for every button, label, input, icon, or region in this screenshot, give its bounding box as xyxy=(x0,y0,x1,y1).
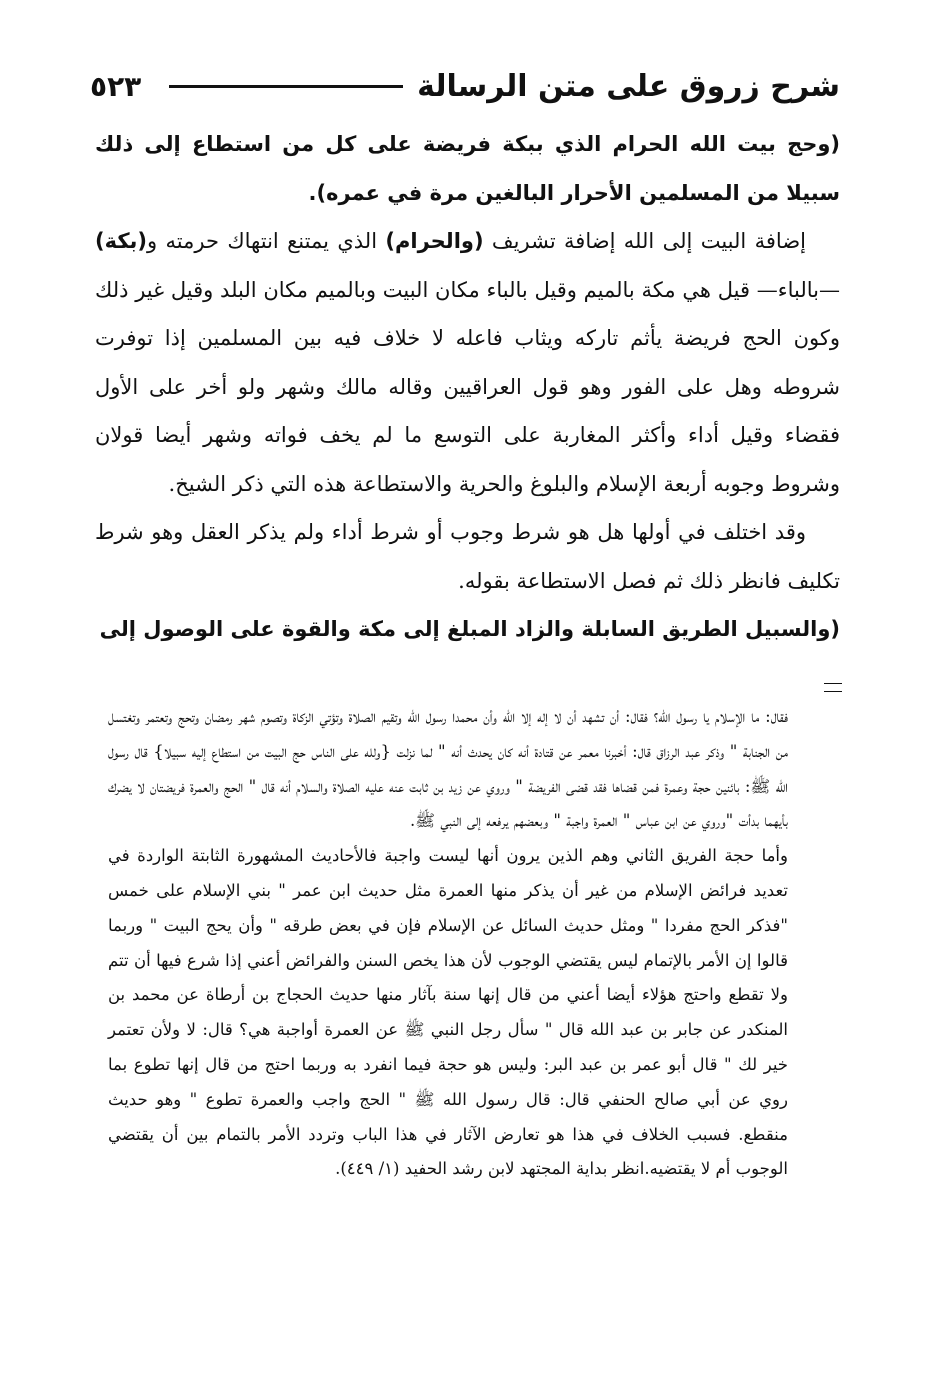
matn-quote-2: (والسبيل الطريق السابلة والزاد المبلغ إلى مكة والقوة على الوصول إلى xyxy=(99,617,840,641)
page-header xyxy=(90,60,840,112)
commentary-text: إضافة البيت إلى الله إضافة تشريف xyxy=(483,229,806,253)
commentary-paragraph-1 xyxy=(95,217,840,508)
header-rule xyxy=(169,85,403,88)
commentary-text: الذي يمتنع انتهاك حرمته و xyxy=(147,229,386,253)
matn-term-haram: (والحرام) xyxy=(385,229,484,253)
footnote-paragraph-2: وأما حجة الفريق الثاني وهم الذين يرون أنها ليست واجبة فالأحاديث المشهورة الثابتة الواردة في تعديد فرائض الإسلام من غير أن يذكر منها العمرة مثل حديث ابن عمر " بني الإسلام على خمس "فذكر الحج مفردا " ومثل حديث السائل عن الإسلام فإن في بعض طرقه " وأن يحج البيت " وربما قالوا إن الأمر بالإتمام ليس يقتضي الوجوب لأن هذا يخص السنن والفرائض أعني إذا شرع فيها أن تتم ولا تقطع واحتج هؤلاء أيضا أعني من قال إنها سنة بآثار منها حديث الحجاج بن أرطاة عن محمد بن المنكدر عن جابر بن عبد الله قال " سأل رجل النبي ﷺ عن العمرة أواجبة هي؟ قال: لا ولأن تعتمر خير لك " قال أبو عمر بن عبد البر: وليس هو حجة فيما انفرد به وربما احتج من قال إنها تطوع بما روي عن أبي صالح الحنفي قال: قال رسول الله ﷺ " الحج واجب والعمرة تطوع " وهو حديث منقطع. فسبب الخلاف في هذا هو تعارض الآثار في هذا الباب وتردد الأمر بالتمام بين أن يقتضي الوجوب أم لا يقتضيه.انظر بداية المجتهد لابن رشد الحفيد (١/ ٤٤٩). xyxy=(108,846,788,1179)
matn-quote-1: (وحج بيت الله الحرام الذي ببكة فريضة على كل من استطاع إلى ذلك سبيلا من المسلمين الأحرار البالغين مرة في عمره). xyxy=(95,132,840,205)
commentary-paragraph-2: وقد اختلف في أولها هل هو شرط وجوب أو شرط أداء ولم يذكر العقل وهو شرط تكليف فانظر ذلك ثم فصل الاستطاعة بقوله. xyxy=(95,520,840,593)
main-text xyxy=(95,120,840,654)
footnote-separator xyxy=(824,683,842,692)
footnote-block xyxy=(108,700,788,1187)
commentary-text: —بالباء— قيل هي مكة بالميم وقيل بالباء مكان البيت وبالميم مكان البلد وقيل غير ذلك وكون الحج فريضة يأثم تاركه ويثاب فاعله لا خلاف فيه بين المسلمين إذا توفرت شروطه وهل على الفور وهو قول العراقيين وقاله مالك وشهر ولو أخر على الأول فقضاء وقيل أداء وأكثر المغاربة على التوسع ما لم يخف فواته وشهر أيضا قولان وشروط وجوبه أربعة الإسلام والبلوغ والحرية والاستطاعة هذه التي ذكر الشيخ. xyxy=(95,277,840,496)
running-title: شرح زروق على متن الرسالة xyxy=(417,68,840,104)
matn-term-bakka: (بكة) xyxy=(95,229,148,253)
footnote-paragraph-1: فقال: ما الإسلام يا رسول الله؟ فقال: أن تشهد أن لا إله إلا الله وأن محمدا رسول الله وتقيم الصلاة وتؤتي الزكاة وتصوم شهر رمضان وتحج وتعتمر وتغتسل من الجنابة " وذكر عبد الرزاق قال: أخبرنا معمر عن قتادة أنه كان يحدث أنه " لما نزلت {ولله على الناس حج البيت من استطاع إليه سبيلا} قال رسول الله ﷺ: بائنين حجة وعمرة فمن قضاها فقد قضى الفريضة " وروي عن زيد بن ثابت عنه عليه الصلاة والسلام أنه قال " الحج والعمرة فريضتان لا يضرك بأيهما بدأت "وروي عن ابن عباس " العمرة واجبة " وبعضهم يرفعه إلى النبي ﷺ. xyxy=(108,707,788,831)
page-number: ٥٢٣ xyxy=(90,69,142,103)
